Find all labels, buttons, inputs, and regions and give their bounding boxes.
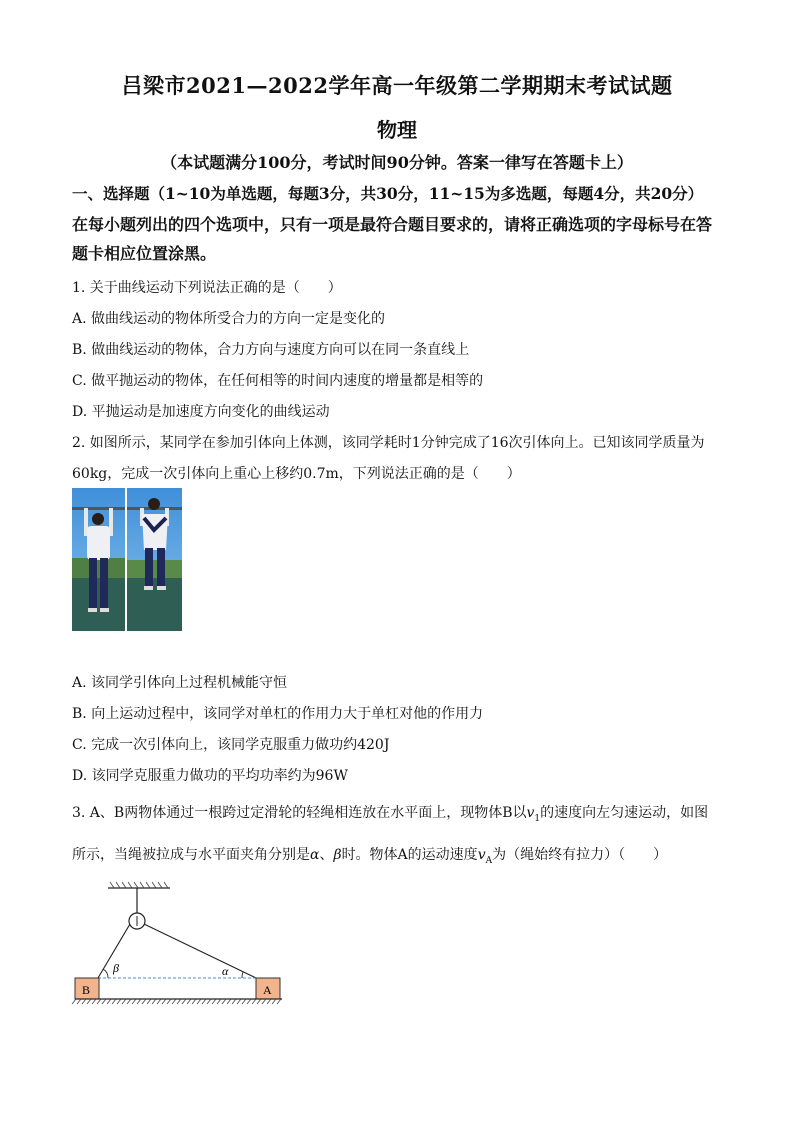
q3-var-alpha: α bbox=[310, 847, 320, 863]
ground-hatch-mark bbox=[232, 999, 236, 1004]
q3-var-v-sub: 1 bbox=[534, 813, 541, 824]
q3-stem-line1-pre: 3. A、B两物体通过一根跨过定滑轮的轻绳相连放在水平面上，现物体B以 bbox=[72, 805, 527, 821]
q2-option-c: C. 完成一次引体向上，该同学克服重力做功约420J bbox=[72, 737, 390, 753]
ground-hatch-mark bbox=[92, 999, 96, 1004]
ground-hatch-mark bbox=[72, 999, 76, 1004]
ground-hatch-mark bbox=[222, 999, 226, 1004]
ground-hatch-mark bbox=[112, 999, 116, 1004]
exam-title: 吕梁市2021—2022学年高一年级第二学期期末考试试题 bbox=[121, 73, 673, 98]
ground-hatch-mark bbox=[192, 999, 196, 1004]
section-instruction-line2: 题卡相应位置涂黑。 bbox=[72, 244, 217, 263]
ground-hatch-mark bbox=[157, 999, 161, 1004]
ground-hatch-mark bbox=[177, 999, 181, 1004]
q3-var-v: v bbox=[526, 805, 535, 821]
section-instruction-line1: 在每小题列出的四个选项中，只有一项是最符合题目要求的，请将正确选项的字母标号在答 bbox=[72, 215, 713, 234]
q2-option-d: D. 该同学克服重力做功的平均功率约为96W bbox=[72, 768, 348, 784]
exam-note: （本试题满分100分，考试时间90分钟。答案一律写在答题卡上） bbox=[161, 153, 633, 172]
ground-hatch-mark bbox=[247, 999, 251, 1004]
q3-stem-line2 bbox=[72, 844, 732, 866]
q1-option-d: D. 平抛运动是加速度方向变化的曲线运动 bbox=[72, 404, 330, 420]
q2-stem-line1: 2. 如图所示，某同学在参加引体向上体测，该同学耗时1分钟完成了16次引体向上。已知该同学质量为 bbox=[72, 435, 705, 451]
q3-var-vA: v bbox=[477, 847, 486, 863]
ground-hatch-mark bbox=[212, 999, 216, 1004]
q2-option-a: A. 该同学引体向上过程机械能守恒 bbox=[72, 675, 288, 691]
q1-stem: 1. 关于曲线运动下列说法正确的是（ ） bbox=[72, 280, 342, 296]
ground-hatch-mark bbox=[252, 999, 256, 1004]
ground-hatch-mark bbox=[257, 999, 261, 1004]
ground-hatch-mark bbox=[217, 999, 221, 1004]
ground-hatch-mark bbox=[162, 999, 166, 1004]
ground-hatch-mark bbox=[237, 999, 241, 1004]
ground-hatch-mark bbox=[102, 999, 106, 1004]
pull-up-photo-graphic bbox=[72, 488, 182, 631]
q3-separator: 、 bbox=[319, 847, 334, 863]
q1-option-c: C. 做平抛运动的物体，在任何相等的时间内速度的增量都是相等的 bbox=[72, 373, 484, 389]
ground-hatch-mark bbox=[167, 999, 171, 1004]
q3-stem-line2-post: 为（绳始终有拉力）（ ） bbox=[492, 847, 668, 863]
ground-hatch-mark bbox=[182, 999, 186, 1004]
q1-option-b: B. 做曲线运动的物体，合力方向与速度方向可以在同一条直线上 bbox=[72, 342, 470, 358]
pulley-diagram-graphic bbox=[70, 880, 290, 1005]
section-heading: 一、选择题（1~10为单选题，每题3分，共30分，11~15为多选题，每题4分，共20分） bbox=[72, 184, 704, 203]
ground-hatch-mark bbox=[77, 999, 81, 1004]
ground-hatch-mark bbox=[242, 999, 246, 1004]
ground-hatch-mark bbox=[137, 999, 141, 1004]
label-b: B bbox=[82, 983, 91, 997]
ground-hatch-mark bbox=[277, 999, 281, 1004]
q2-stem-line2: 60kg，完成一次引体向上重心上移约0.7m，下列说法正确的是（ ） bbox=[72, 466, 521, 482]
ground-hatch-mark bbox=[132, 999, 136, 1004]
ground-hatch-mark bbox=[127, 999, 131, 1004]
ground-hatch-mark bbox=[227, 999, 231, 1004]
ground-hatch-mark bbox=[142, 999, 146, 1004]
ground-hatch-mark bbox=[97, 999, 101, 1004]
ground-hatch-mark bbox=[107, 999, 111, 1004]
ground-hatch-mark bbox=[122, 999, 126, 1004]
ground-hatch-mark bbox=[87, 999, 91, 1004]
pulley-diagram bbox=[70, 880, 290, 1005]
label-a: A bbox=[263, 983, 272, 997]
ground-hatch-mark bbox=[262, 999, 266, 1004]
q3-stem-line1 bbox=[72, 802, 732, 824]
label-beta: β bbox=[113, 961, 119, 975]
ground-hatch-mark bbox=[272, 999, 276, 1004]
q3-stem-line2-pre: 所示，当绳被拉成与水平面夹角分别是 bbox=[72, 847, 310, 863]
q3-stem-line1-post: 的速度向左匀速运动，如图 bbox=[540, 805, 709, 821]
ground-hatch-mark bbox=[207, 999, 211, 1004]
q3-var-beta: β bbox=[333, 847, 342, 863]
subject-title: 物理 bbox=[377, 118, 417, 142]
ground-hatch-mark bbox=[172, 999, 176, 1004]
label-alpha: α bbox=[222, 964, 229, 978]
ground-hatch-mark bbox=[117, 999, 121, 1004]
ground-hatch-mark bbox=[267, 999, 271, 1004]
q3-var-vA-sub: A bbox=[485, 855, 493, 866]
ground-hatch-mark bbox=[197, 999, 201, 1004]
ground-hatch-mark bbox=[82, 999, 86, 1004]
q1-option-a: A. 做曲线运动的物体所受合力的方向一定是变化的 bbox=[72, 311, 386, 327]
ground-hatch-mark bbox=[202, 999, 206, 1004]
ground-hatch-mark bbox=[152, 999, 156, 1004]
q3-stem-line2-mid: 时。物体A的运动速度 bbox=[341, 847, 478, 863]
q2-option-b: B. 向上运动过程中，该同学对单杠的作用力大于单杠对他的作用力 bbox=[72, 706, 484, 722]
ground-hatch-mark bbox=[147, 999, 151, 1004]
pull-up-photo bbox=[72, 488, 182, 631]
ground-hatch-mark bbox=[187, 999, 191, 1004]
